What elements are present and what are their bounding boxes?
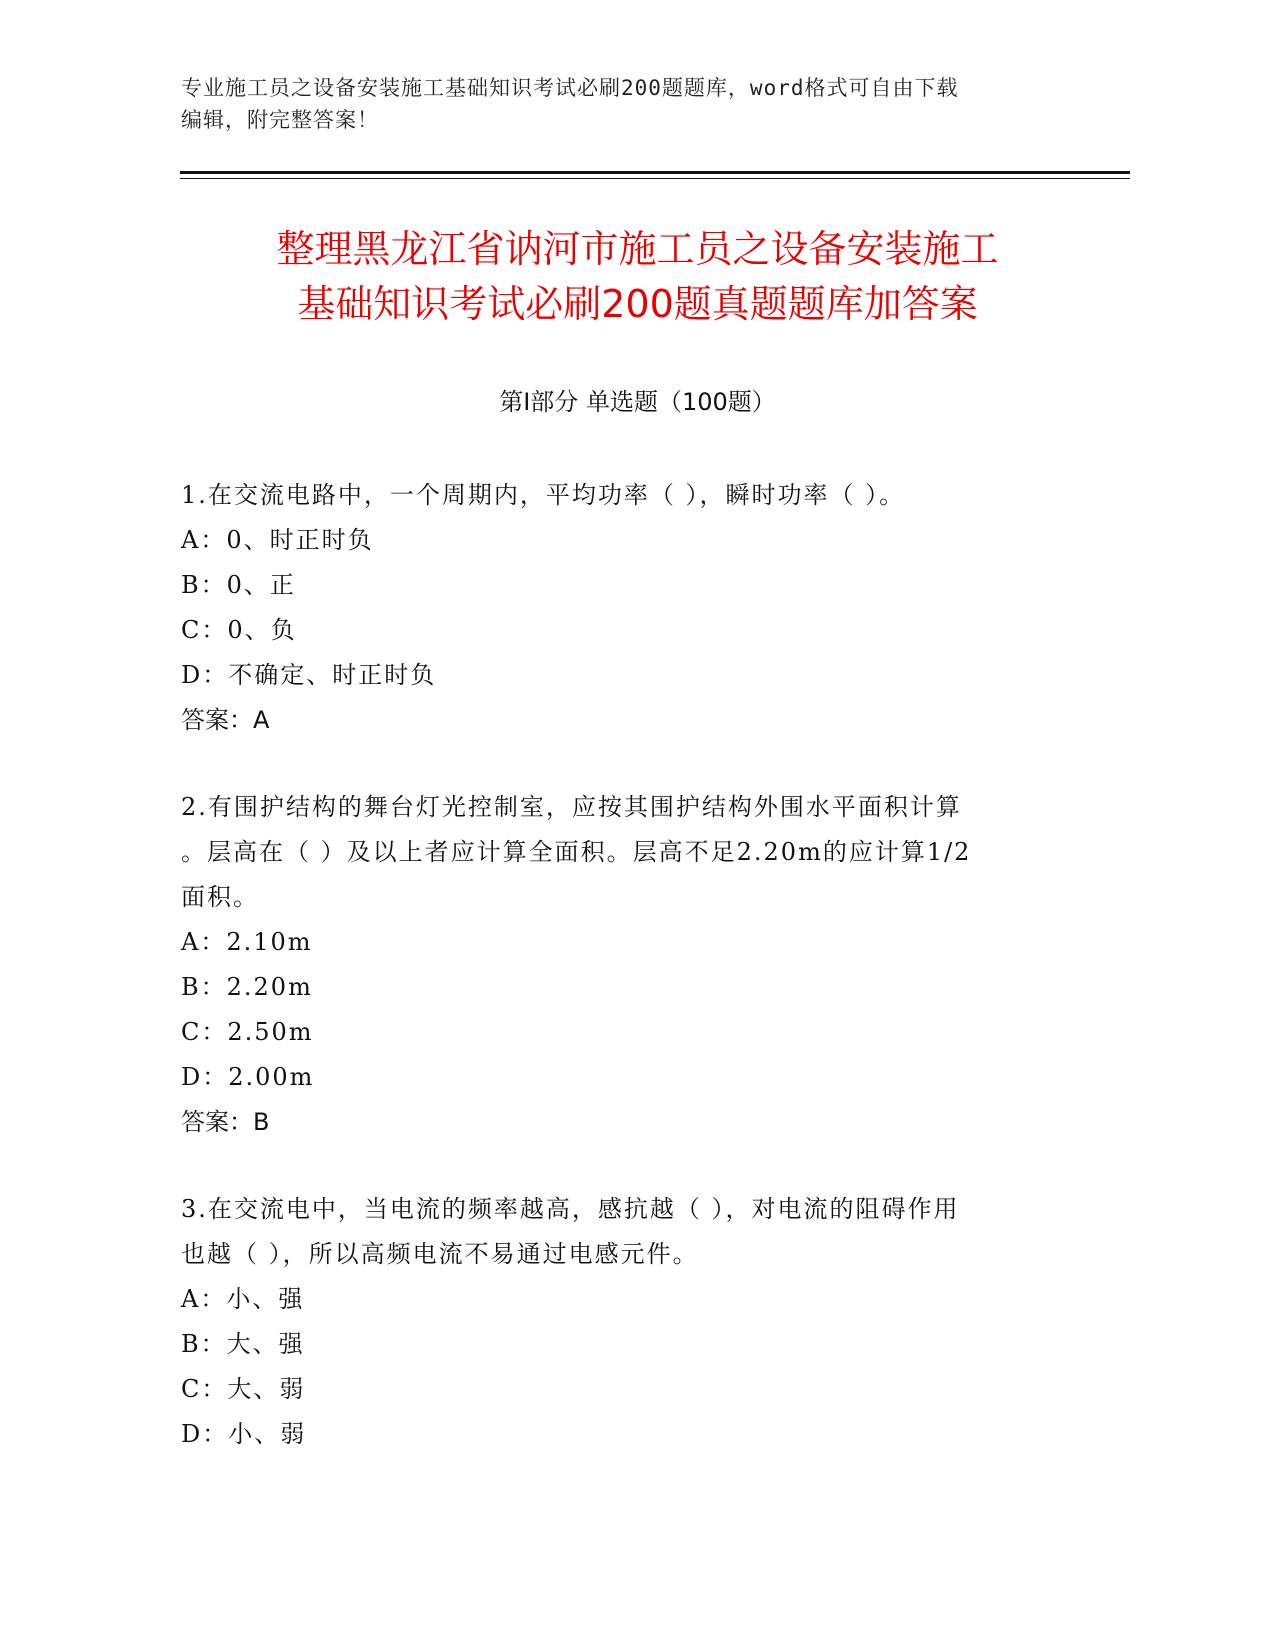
option-b: B：2.20m — [181, 973, 313, 1001]
option-a: A：小、强 — [181, 1285, 305, 1313]
question-spacer — [181, 1145, 1051, 1187]
question-2 — [181, 785, 1051, 1145]
page-title — [150, 222, 1125, 332]
option-a: A：2.10m — [181, 928, 313, 956]
question-text: 。层高在（ ）及以上者应计算全面积。层高不足2.20m的应计算1/2 — [181, 838, 972, 866]
header-divider-thick — [180, 171, 1130, 174]
header-divider-thin — [180, 178, 1130, 179]
option-d: D：2.00m — [181, 1063, 315, 1091]
title-line-1: 整理黑龙江省讷河市施工员之设备安装施工 — [276, 227, 999, 271]
question-1 — [181, 473, 1051, 743]
question-text: 3.在交流电中，当电流的频率越高，感抗越（ ），对电流的阻碍作用 — [181, 1195, 960, 1223]
answer: 答案：B — [181, 1108, 270, 1136]
header-line-1: 专业施工员之设备安装施工基础知识考试必刷200题题库，word格式可自由下载 — [181, 76, 959, 100]
question-spacer — [181, 743, 1051, 785]
document-header — [181, 72, 1031, 136]
question-text: 也越（ ），所以高频电流不易通过电感元件。 — [181, 1240, 699, 1268]
header-line-2: 编辑，附完整答案！ — [181, 108, 379, 132]
question-3 — [181, 1187, 1051, 1457]
question-text: 面积。 — [181, 883, 259, 911]
option-a: A：0、时正时负 — [181, 526, 374, 554]
option-c: C：大、弱 — [181, 1375, 306, 1403]
option-d: D：不确定、时正时负 — [181, 661, 437, 689]
title-line-2: 基础知识考试必刷200题真题题库加答案 — [297, 282, 978, 326]
option-b: B：大、强 — [181, 1330, 305, 1358]
question-text: 2.有围护结构的舞台灯光控制室，应按其围护结构外围水平面积计算 — [181, 793, 962, 821]
option-c: C：0、负 — [181, 616, 297, 644]
option-d: D：小、弱 — [181, 1420, 307, 1448]
section-heading: 第I部分 单选题（100题） — [499, 388, 776, 416]
option-c: C：2.50m — [181, 1018, 314, 1046]
answer: 答案：A — [181, 706, 270, 734]
question-text: 1.在交流电路中，一个周期内，平均功率（ ），瞬时功率（ ）。 — [181, 481, 906, 509]
option-b: B：0、正 — [181, 571, 296, 599]
question-list — [181, 473, 1051, 1457]
